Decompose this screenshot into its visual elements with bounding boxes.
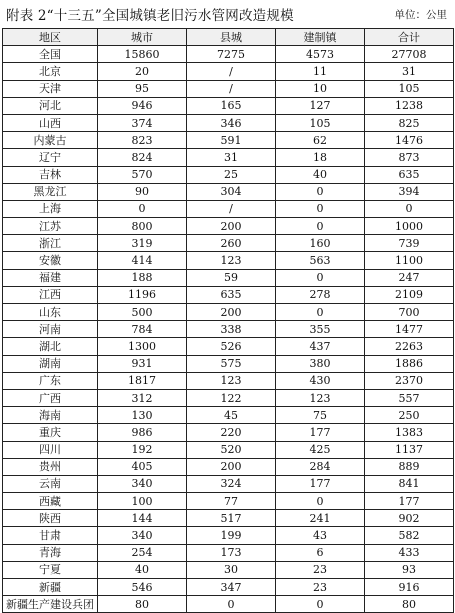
total-cell: 841 (365, 475, 454, 492)
region-cell: 内蒙古 (3, 132, 98, 149)
city-cell: 312 (98, 389, 187, 406)
town-cell: 10 (276, 80, 365, 97)
town-cell: 75 (276, 407, 365, 424)
city-cell: 188 (98, 269, 187, 286)
town-cell: 0 (276, 269, 365, 286)
table-row (3, 97, 454, 114)
region-cell: 甘肃 (3, 527, 98, 544)
total-cell: 557 (365, 389, 454, 406)
town-cell: 0 (276, 200, 365, 217)
town-cell: 0 (276, 493, 365, 510)
table-row (3, 441, 454, 458)
region-cell: 广西 (3, 389, 98, 406)
table-row (3, 458, 454, 475)
total-cell: 93 (365, 561, 454, 578)
town-cell: 0 (276, 183, 365, 200)
city-cell: 130 (98, 407, 187, 424)
county-cell: 31 (187, 149, 276, 166)
region-cell: 贵州 (3, 458, 98, 475)
county-cell: 526 (187, 338, 276, 355)
city-cell: 15860 (98, 46, 187, 63)
city-cell: 500 (98, 304, 187, 321)
region-cell: 湖南 (3, 355, 98, 372)
county-cell: 7275 (187, 46, 276, 63)
county-cell: 30 (187, 561, 276, 578)
header-region: 地区 (3, 29, 98, 46)
header-city: 城市 (98, 29, 187, 46)
city-cell: 1817 (98, 372, 187, 389)
total-cell: 31 (365, 63, 454, 80)
county-cell: 173 (187, 544, 276, 561)
county-cell: 123 (187, 252, 276, 269)
city-cell: 144 (98, 510, 187, 527)
region-cell: 山西 (3, 114, 98, 131)
town-cell: 4573 (276, 46, 365, 63)
total-cell: 1000 (365, 218, 454, 235)
county-cell: / (187, 200, 276, 217)
town-cell: 105 (276, 114, 365, 131)
county-cell: 200 (187, 458, 276, 475)
county-cell: 338 (187, 321, 276, 338)
city-cell: 784 (98, 321, 187, 338)
city-cell: 800 (98, 218, 187, 235)
city-cell: 95 (98, 80, 187, 97)
table-row (3, 166, 454, 183)
region-cell: 黑龙江 (3, 183, 98, 200)
county-cell: 59 (187, 269, 276, 286)
total-cell: 1476 (365, 132, 454, 149)
region-cell: 吉林 (3, 166, 98, 183)
town-cell: 177 (276, 424, 365, 441)
total-cell: 1238 (365, 97, 454, 114)
city-cell: 340 (98, 475, 187, 492)
county-cell: / (187, 63, 276, 80)
town-cell: 0 (276, 304, 365, 321)
city-cell: 254 (98, 544, 187, 561)
city-cell: 100 (98, 493, 187, 510)
total-cell: 2263 (365, 338, 454, 355)
table-row (3, 475, 454, 492)
town-cell: 62 (276, 132, 365, 149)
town-cell: 127 (276, 97, 365, 114)
town-cell: 0 (276, 218, 365, 235)
county-cell: 25 (187, 166, 276, 183)
total-cell: 2109 (365, 286, 454, 303)
table-row (3, 321, 454, 338)
region-cell: 四川 (3, 441, 98, 458)
table-row (3, 510, 454, 527)
town-cell: 11 (276, 63, 365, 80)
total-cell: 105 (365, 80, 454, 97)
region-cell: 山东 (3, 304, 98, 321)
city-cell: 546 (98, 579, 187, 596)
county-cell: 199 (187, 527, 276, 544)
table-row (3, 132, 454, 149)
city-cell: 40 (98, 561, 187, 578)
county-cell: 77 (187, 493, 276, 510)
city-cell: 1196 (98, 286, 187, 303)
total-cell: 27708 (365, 46, 454, 63)
county-cell: 304 (187, 183, 276, 200)
table-row (3, 235, 454, 252)
region-cell: 新疆 (3, 579, 98, 596)
region-cell: 江西 (3, 286, 98, 303)
total-cell: 889 (365, 458, 454, 475)
county-cell: 347 (187, 579, 276, 596)
sewer-renovation-table (2, 28, 454, 613)
county-cell: 122 (187, 389, 276, 406)
region-cell: 江苏 (3, 218, 98, 235)
table-row (3, 304, 454, 321)
city-cell: 319 (98, 235, 187, 252)
total-cell: 1137 (365, 441, 454, 458)
header-row (3, 29, 454, 46)
county-cell: 260 (187, 235, 276, 252)
town-cell: 43 (276, 527, 365, 544)
town-cell: 563 (276, 252, 365, 269)
table-row (3, 149, 454, 166)
county-cell: 0 (187, 596, 276, 613)
total-cell: 825 (365, 114, 454, 131)
table-row (3, 218, 454, 235)
county-cell: 635 (187, 286, 276, 303)
region-cell: 广东 (3, 372, 98, 389)
city-cell: 374 (98, 114, 187, 131)
region-cell: 西藏 (3, 493, 98, 510)
town-cell: 123 (276, 389, 365, 406)
total-cell: 394 (365, 183, 454, 200)
region-cell: 浙江 (3, 235, 98, 252)
region-cell: 辽宁 (3, 149, 98, 166)
city-cell: 986 (98, 424, 187, 441)
header-town: 建制镇 (276, 29, 365, 46)
region-cell: 青海 (3, 544, 98, 561)
city-cell: 570 (98, 166, 187, 183)
county-cell: 591 (187, 132, 276, 149)
town-cell: 18 (276, 149, 365, 166)
header-county: 县城 (187, 29, 276, 46)
table-row (3, 200, 454, 217)
region-cell: 海南 (3, 407, 98, 424)
table-row (3, 579, 454, 596)
town-cell: 241 (276, 510, 365, 527)
city-cell: 931 (98, 355, 187, 372)
table-row (3, 46, 454, 63)
header-total: 合计 (365, 29, 454, 46)
table-title: 附表 2“十三五”全国城镇老旧污水管网改造规模 (6, 8, 294, 24)
region-cell: 重庆 (3, 424, 98, 441)
town-cell: 23 (276, 561, 365, 578)
county-cell: 123 (187, 372, 276, 389)
table-row (3, 424, 454, 441)
table-row (3, 252, 454, 269)
county-cell: / (187, 80, 276, 97)
region-cell: 全国 (3, 46, 98, 63)
city-cell: 405 (98, 458, 187, 475)
region-cell: 陕西 (3, 510, 98, 527)
total-cell: 902 (365, 510, 454, 527)
region-cell: 安徽 (3, 252, 98, 269)
title-row (0, 0, 455, 26)
table-row (3, 269, 454, 286)
total-cell: 0 (365, 200, 454, 217)
table-row (3, 493, 454, 510)
city-cell: 0 (98, 200, 187, 217)
town-cell: 380 (276, 355, 365, 372)
total-cell: 247 (365, 269, 454, 286)
total-cell: 250 (365, 407, 454, 424)
county-cell: 45 (187, 407, 276, 424)
city-cell: 824 (98, 149, 187, 166)
total-cell: 916 (365, 579, 454, 596)
town-cell: 430 (276, 372, 365, 389)
region-cell: 福建 (3, 269, 98, 286)
region-cell: 上海 (3, 200, 98, 217)
region-cell: 北京 (3, 63, 98, 80)
table-row (3, 63, 454, 80)
total-cell: 1100 (365, 252, 454, 269)
table-row (3, 286, 454, 303)
county-cell: 346 (187, 114, 276, 131)
total-cell: 1886 (365, 355, 454, 372)
total-cell: 1477 (365, 321, 454, 338)
county-cell: 165 (187, 97, 276, 114)
city-cell: 340 (98, 527, 187, 544)
town-cell: 23 (276, 579, 365, 596)
town-cell: 437 (276, 338, 365, 355)
table-row (3, 561, 454, 578)
total-cell: 635 (365, 166, 454, 183)
total-cell: 177 (365, 493, 454, 510)
total-cell: 700 (365, 304, 454, 321)
city-cell: 823 (98, 132, 187, 149)
table-row (3, 183, 454, 200)
table-row (3, 407, 454, 424)
town-cell: 355 (276, 321, 365, 338)
city-cell: 946 (98, 97, 187, 114)
town-cell: 0 (276, 596, 365, 613)
city-cell: 1300 (98, 338, 187, 355)
town-cell: 177 (276, 475, 365, 492)
town-cell: 425 (276, 441, 365, 458)
total-cell: 739 (365, 235, 454, 252)
total-cell: 1383 (365, 424, 454, 441)
table-row (3, 338, 454, 355)
city-cell: 20 (98, 63, 187, 80)
town-cell: 284 (276, 458, 365, 475)
table-row (3, 355, 454, 372)
table-row (3, 372, 454, 389)
region-cell: 河北 (3, 97, 98, 114)
region-cell: 宁夏 (3, 561, 98, 578)
total-cell: 2370 (365, 372, 454, 389)
county-cell: 200 (187, 304, 276, 321)
city-cell: 414 (98, 252, 187, 269)
town-cell: 40 (276, 166, 365, 183)
county-cell: 517 (187, 510, 276, 527)
county-cell: 324 (187, 475, 276, 492)
table-row (3, 527, 454, 544)
county-cell: 220 (187, 424, 276, 441)
county-cell: 575 (187, 355, 276, 372)
town-cell: 160 (276, 235, 365, 252)
city-cell: 90 (98, 183, 187, 200)
table-row (3, 80, 454, 97)
city-cell: 80 (98, 596, 187, 613)
city-cell: 192 (98, 441, 187, 458)
region-cell: 河南 (3, 321, 98, 338)
table-row (3, 114, 454, 131)
total-cell: 582 (365, 527, 454, 544)
town-cell: 278 (276, 286, 365, 303)
unit-label: 单位：公里 (394, 9, 447, 21)
county-cell: 520 (187, 441, 276, 458)
table-body (3, 46, 454, 613)
county-cell: 200 (187, 218, 276, 235)
town-cell: 6 (276, 544, 365, 561)
region-cell: 湖北 (3, 338, 98, 355)
region-cell: 天津 (3, 80, 98, 97)
total-cell: 80 (365, 596, 454, 613)
table-row (3, 544, 454, 561)
table-row (3, 389, 454, 406)
total-cell: 433 (365, 544, 454, 561)
region-cell: 新疆生产建设兵团 (3, 596, 98, 613)
region-cell: 云南 (3, 475, 98, 492)
table-row (3, 596, 454, 613)
total-cell: 873 (365, 149, 454, 166)
